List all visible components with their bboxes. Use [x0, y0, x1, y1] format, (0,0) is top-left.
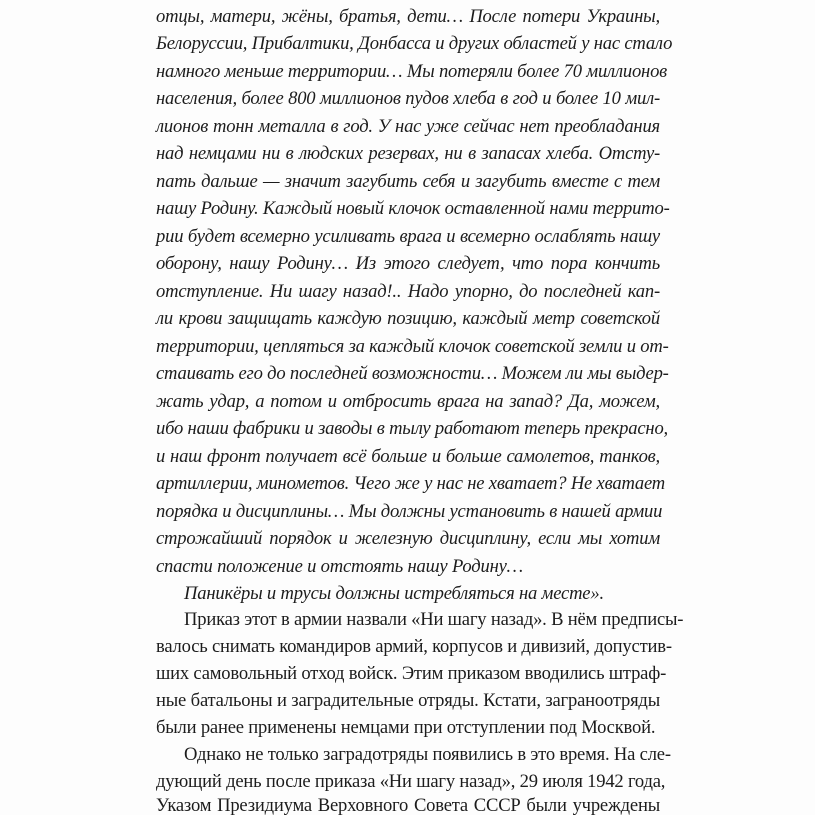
paragraph-line: дующий день после приказа «Ни шагу назад», 29 июля 1942 года, — [156, 771, 666, 792]
quote-line: спасти положение и отстоять нашу Родину… — [156, 556, 523, 577]
quote-line: намного меньше территории… Мы потеряли более 70 миллионов — [156, 61, 668, 82]
quote-line: стаивать его до последней возможности… Можем ли мы выдер- — [156, 363, 669, 384]
quote-line: отступление. Ни шагу назад!.. Надо упорно, до последней кап- — [156, 281, 660, 302]
paragraph-line: Однако не только заградотряды появились в это время. На сле- — [184, 744, 671, 765]
quote-line: жать удар, а потом и отбросить врага на запад? Да, можем, — [156, 391, 660, 412]
paragraph-line: Указом Президиума Верховного Совета СССР были учреждены — [156, 795, 660, 816]
quote-line: и наш фронт получает всё больше и больше самолетов, танков, — [156, 446, 660, 467]
paragraph-line: ших самовольный отход войск. Этим приказом вводились штраф- — [156, 663, 667, 684]
quote-line: ибо наши фабрики и заводы в тылу работают теперь прекрасно, — [156, 418, 668, 439]
paragraph-line: были ранее применены немцами при отступлении под Москвой. — [156, 717, 656, 738]
quote-closing-line: Паникёры и трусы должны истребляться на месте». — [184, 583, 604, 604]
quote-line: порядка и дисциплины… Мы должны установить в нашей армии — [156, 501, 663, 522]
paragraph-line: валось снимать командиров армий, корпусов и дивизий, допустив- — [156, 636, 672, 657]
quote-line: над немцами ни в людских резервах, ни в запасах хлеба. Отсту- — [156, 143, 660, 164]
quote-line: пать дальше — значит загубить себя и загубить вместе с тем — [156, 171, 660, 192]
quote-line: ли крови защищать каждую позицию, каждый метр советской — [156, 308, 660, 329]
quote-line: артиллерии, минометов. Чего же у нас не хватает? Не хватает — [156, 473, 666, 494]
paragraph-line: Приказ этот в армии назвали «Ни шагу назад». В нём предписы- — [184, 609, 684, 630]
quote-line: нашу Родину. Каждый новый клочок оставленной нами террито- — [156, 198, 670, 219]
quote-line: Белоруссии, Прибалтики, Донбасса и других областей у нас стало — [156, 33, 673, 54]
quote-line: территории, цепляться за каждый клочок советской земли и от- — [156, 336, 669, 357]
quote-line: строжайший порядок и железную дисциплину, если мы хотим — [156, 528, 660, 549]
quote-line: населения, более 800 миллионов пудов хлеба в год и более 10 мил- — [156, 88, 660, 109]
quote-line: лионов тонн металла в год. У нас уже сейчас нет преобладания — [156, 116, 660, 137]
quote-line: отцы, матери, жёны, братья, дети… После потери Украины, — [156, 6, 660, 27]
quote-line: рии будет всемерно усиливать врага и всемерно ослаблять нашу — [156, 226, 660, 247]
paragraph-line: ные батальоны и заградительные отряды. Кстати, заграноотряды — [156, 690, 660, 711]
quote-line: оборону, нашу Родину… Из этого следует, что пора кончить — [156, 253, 660, 274]
